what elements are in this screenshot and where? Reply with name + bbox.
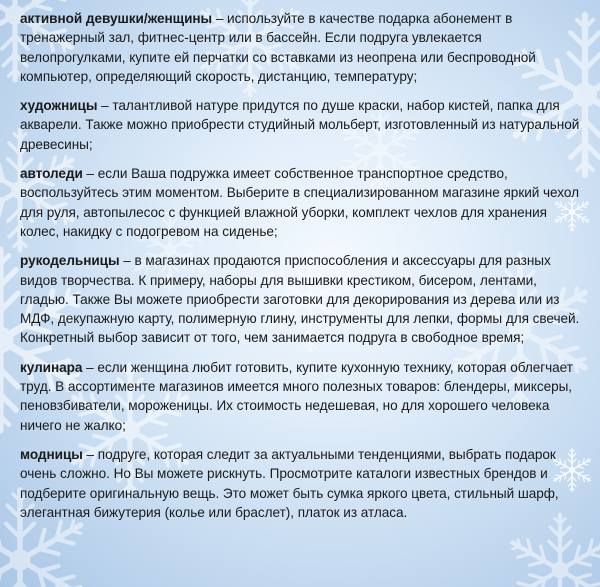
term-label: модницы bbox=[20, 446, 83, 462]
paragraph-text: – талантливой натуре придутся по душе краски, набор кистей, папка для акварели. Также можно приобрести студийный мольберт, изготовленный из натуральной древесины; bbox=[20, 98, 580, 152]
term-label: художницы bbox=[20, 98, 98, 114]
paragraph-needlewoman bbox=[20, 251, 585, 347]
paragraph-artist bbox=[20, 96, 585, 154]
term-label: автоледи bbox=[20, 166, 83, 182]
paragraph-car-lady bbox=[20, 164, 585, 241]
paragraph-text: – в магазинах продаются приспособления и аксессуары для разных видов творчества. К примеру, наборы для вышивки крестиком, бисером, лентами, гладью. Также Вы можете приобрести заготовки для декорирования из дерева или из МДФ, декупажную карту, полимерную глину, инструменты для лепки, формы для свечей. Конкретный выбор зависит от того, чем занимается подруга в свободное время; bbox=[20, 253, 580, 346]
paragraph-text: – используйте в качестве подарка абонемент в тренажерный зал, фитнес-центр или в бассейн. Если подруга увлекается велопрогулками, купите ей перчатки со вставками из неопрена или беспроводной компьютер, определяющий скорость, дистанцию, температуру; bbox=[20, 11, 536, 84]
paragraph-fashionista bbox=[20, 445, 585, 522]
term-label: рукодельницы bbox=[20, 253, 120, 269]
paragraph-text: – если женщина любит готовить, купите кухонную технику, которая облегчает труд. В ассортименте магазинов имеется много полезных товаров: блендеры, миксеры, пеновзбиватели, мороженицы. Их стоимость недешевая, но для хорошего человека ничего не жалко; bbox=[20, 359, 573, 433]
paragraph-active-woman bbox=[20, 9, 585, 86]
paragraph-text: – если Ваша подружка имеет собственное транспортное средство, воспользуйтесь этим моментом. Выберите в специализированном магазине яркий чехол для руля, автопылесос с функцией влажной уборки, комплект чехлов для хранения колес, накидку с подогревом на сиденье; bbox=[20, 166, 579, 239]
paragraph-text: – подруге, которая следит за актуальными тенденциями, выбрать подарок очень сложно. Но Вы можете рискнуть. Просмотрите каталоги известных брендов и подберите оригинальную вещь. Это может быть сумка яркого цвета, стильный шарф, элегантная бижутерия (колье или браслет), платок из атласа. bbox=[20, 446, 559, 520]
term-label: активной девушки/женщины bbox=[20, 11, 213, 26]
gift-ideas-list bbox=[20, 9, 585, 532]
term-label: кулинара bbox=[20, 359, 83, 375]
paragraph-cook bbox=[20, 358, 585, 435]
